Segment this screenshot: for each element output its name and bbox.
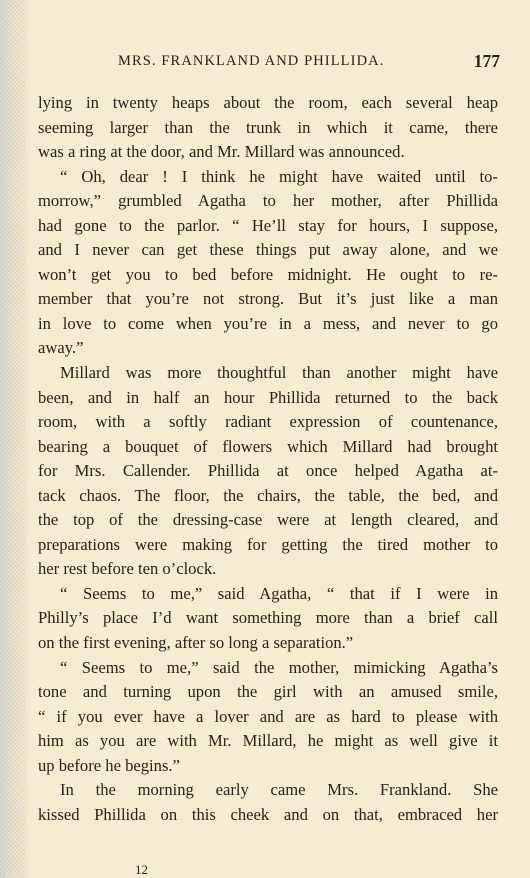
text-line: preparations were making for getting the tired mother to <box>38 534 498 554</box>
text-line: Philly’s place I’d want something more than a brief call <box>38 608 498 628</box>
text-line: “ Seems to me,” said the mother, mimicking Agatha’s <box>60 657 498 677</box>
text-line: was a ring at the door, and Mr. Millard was announced. <box>38 142 405 162</box>
text-line: and I never can get these things put away alone, and we <box>38 240 498 260</box>
text-line: kissed Phillida on this cheek and on that, embraced her <box>38 804 498 824</box>
text-line: lying in twenty heaps about the room, each several heap <box>38 93 498 112</box>
text-line: him as you are with Mr. Millard, he might as well give it <box>38 731 498 751</box>
text-line: her rest before ten o’clock. <box>38 559 217 579</box>
text-line: morrow,” grumbled Agatha to her mother, after Phillida <box>38 191 498 211</box>
text-line: tone and turning upon the girl with an amused smile, <box>38 682 498 702</box>
text-line: seeming larger than the trunk in which it came, there <box>38 117 498 137</box>
text-line: up before he begins.” <box>38 755 180 775</box>
text-line: tack chaos. The floor, the chairs, the table, the bed, and <box>38 485 498 505</box>
text-line: Millard was more thoughtful than another might have <box>60 363 498 383</box>
signature-mark: 12 <box>135 862 148 877</box>
text-line: member that you’re not strong. But it’s just like a man <box>38 289 498 309</box>
text-line: been, and in half an hour Phillida returned to the back <box>38 387 498 407</box>
text-line: in love to come when you’re in a mess, and never to go <box>38 313 498 333</box>
running-head: MRS. FRANKLAND AND PHILLIDA. <box>118 53 385 69</box>
body-text <box>38 91 498 827</box>
text-line: on the first evening, after so long a separation.” <box>38 633 354 653</box>
page-gutter <box>0 0 26 878</box>
text-line: “ Seems to me,” said Agatha, “ that if I were in <box>60 583 498 603</box>
text-line: for Mrs. Callender. Phillida at once helped Agatha at- <box>38 461 498 481</box>
text-line: room, with a softly radiant expression of countenance, <box>38 412 498 432</box>
text-line: away.” <box>38 338 84 358</box>
text-line: In the morning early came Mrs. Frankland. She <box>60 780 498 800</box>
text-line: bearing a bouquet of flowers which Millard had brought <box>38 436 498 456</box>
page-number: 177 <box>473 51 500 71</box>
page-header <box>40 53 500 73</box>
text-line: had gone to the parlor. “ He’ll stay for hours, I suppose, <box>38 215 498 235</box>
text-line: won’t get you to bed before midnight. He ought to re- <box>38 264 498 284</box>
text-line: “ if you ever have a lover and are as hard to please with <box>38 706 498 726</box>
text-line: “ Oh, dear ! I think he might have waited until to- <box>60 166 498 186</box>
text-line: the top of the dressing-case were at length cleared, and <box>38 510 498 530</box>
